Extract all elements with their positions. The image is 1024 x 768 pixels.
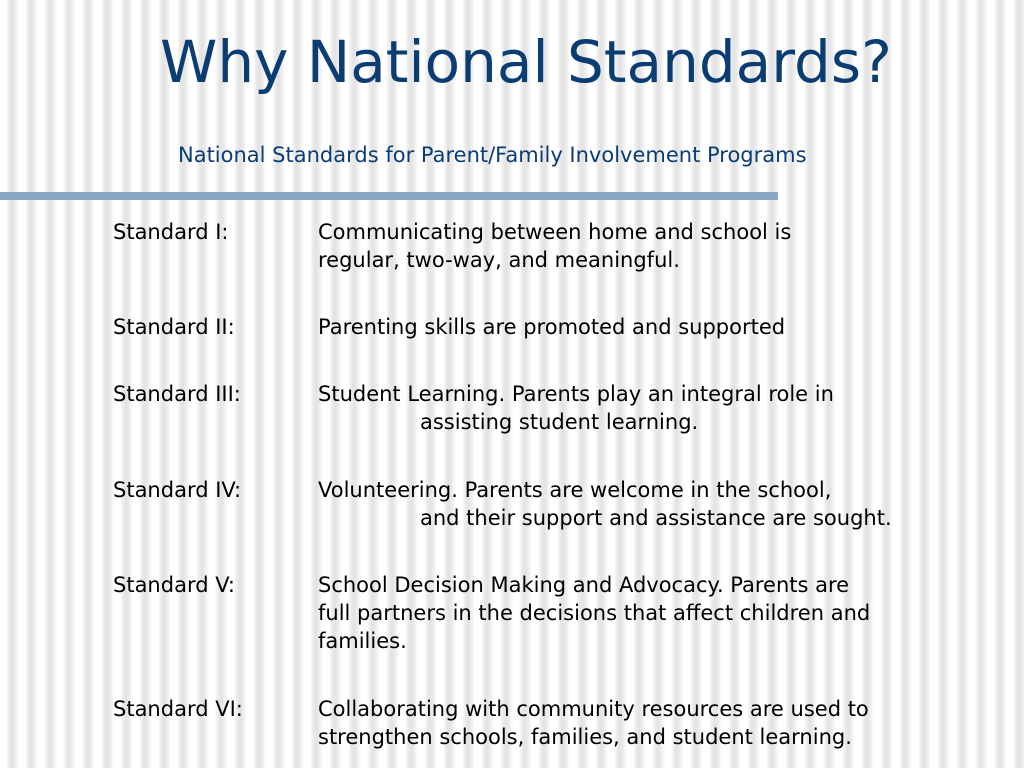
standard-1-text (318, 218, 791, 274)
standard-4-label: Standard IV: (113, 478, 242, 502)
standard-1-line-1: Communicating between home and school is (318, 220, 792, 244)
standard-6-text (318, 695, 869, 751)
standard-5-line-3: families. (318, 629, 407, 653)
standard-4-text (318, 476, 892, 532)
standard-1-line-2: regular, two-way, and meaningful. (318, 248, 680, 272)
standard-1-label: Standard I: (113, 220, 229, 244)
standard-3-line-2: assisting student learning. (420, 410, 699, 434)
standard-3-label: Standard III: (113, 382, 241, 406)
standard-3-line-1: Student Learning. Parents play an integral role in (318, 382, 834, 406)
standard-5-line-2: full partners in the decisions that affect children and (318, 601, 871, 625)
standard-6-line-1: Collaborating with community resources are used to (318, 697, 869, 721)
slide-subtitle: National Standards for Parent/Family Involvement Programs (178, 143, 807, 167)
standard-4-line-1: Volunteering. Parents are welcome in the school, (318, 478, 832, 502)
standard-5-text (318, 571, 870, 655)
standard-5-label: Standard V: (113, 573, 235, 597)
standard-6-line-2: strengthen schools, families, and student learning. (318, 725, 852, 749)
standard-6-label: Standard VI: (113, 697, 243, 721)
standard-2-text (318, 313, 785, 341)
standard-3-text (318, 380, 834, 436)
standard-4-line-2: and their support and assistance are sought. (420, 506, 892, 530)
standard-5-line-1: School Decision Making and Advocacy. Parents are (318, 573, 850, 597)
standard-2-line-1: Parenting skills are promoted and supported (318, 315, 786, 339)
slide-title: Why National Standards? (160, 28, 892, 96)
standard-2-label: Standard II: (113, 315, 235, 339)
